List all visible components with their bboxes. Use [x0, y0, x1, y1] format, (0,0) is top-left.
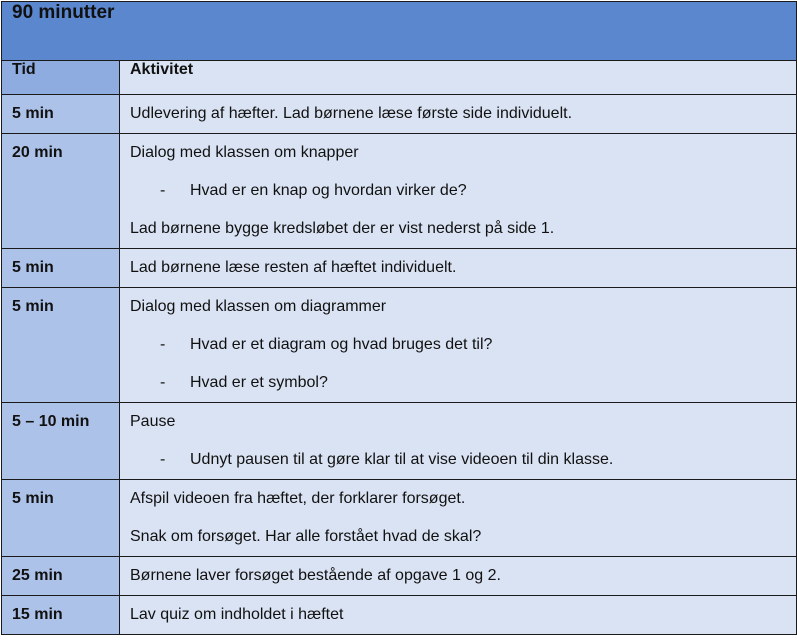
activity-text: Afspil videoen fra hæftet, der forklarer forsøget.: [130, 490, 466, 507]
row-duration: 5 min: [12, 105, 54, 122]
activity-line: [130, 249, 786, 287]
activity-bullet-line: [130, 441, 786, 479]
table-row: [2, 480, 797, 557]
table-row: [2, 557, 797, 596]
activity-text: Udnyt pausen til at gøre klar til at vise videoen til din klasse.: [190, 451, 614, 468]
row-activity: [120, 288, 797, 403]
activity-text: Dialog med klassen om diagrammer: [130, 298, 387, 315]
row-duration: 5 min: [12, 259, 54, 276]
activity-bullet-line: [130, 364, 786, 402]
activity-text: Lad børnene læse resten af hæftet individuelt.: [130, 259, 457, 276]
activity-text: Hvad er en knap og hvordan virker de?: [190, 182, 467, 199]
bullet-dash: -: [160, 182, 166, 199]
row-activity: [120, 134, 797, 249]
bullet-dash: -: [160, 451, 166, 468]
row-duration: 5 – 10 min: [12, 413, 90, 430]
bullet-dash: -: [160, 336, 166, 353]
activity-text: Udlevering af hæfter. Lad børnene læse første side individuelt.: [130, 105, 573, 122]
activity-text: Dialog med klassen om knapper: [130, 144, 359, 161]
activity-bullet-line: [130, 326, 786, 364]
row-activity: [120, 596, 797, 635]
row-duration: 5 min: [12, 490, 54, 507]
row-activity: [120, 403, 797, 480]
activity-text: Børnene laver forsøget bestående af opgave 1 og 2.: [130, 567, 501, 584]
activity-line: [130, 480, 786, 518]
activity-line: [130, 210, 786, 248]
row-activity: [120, 249, 797, 288]
activity-text: Snak om forsøget. Har alle forstået hvad de skal?: [130, 528, 482, 545]
activity-line: [130, 134, 786, 172]
lesson-plan-table: [1, 1, 797, 635]
row-duration: 15 min: [12, 606, 63, 623]
activity-line: [130, 557, 786, 595]
bullet-dash: -: [160, 374, 166, 391]
activity-text: Lav quiz om indholdet i hæftet: [130, 606, 344, 623]
row-activity: [120, 557, 797, 596]
table-row: [2, 134, 797, 249]
activity-bullet-line: [130, 172, 786, 210]
table-row: [2, 249, 797, 288]
activity-text: Hvad er et diagram og hvad bruges det til?: [190, 336, 493, 353]
table-row: [2, 596, 797, 635]
activity-line: [130, 596, 786, 634]
table-title: 90 minutter: [2, 2, 797, 61]
activity-line: [130, 288, 786, 326]
row-duration: 5 min: [12, 298, 54, 315]
activity-text: Lad børnene bygge kredsløbet der er vist nederst på side 1.: [130, 220, 555, 237]
row-activity: [120, 480, 797, 557]
header-time: Tid: [2, 61, 120, 95]
row-activity: [120, 95, 797, 134]
activity-text: Hvad er et symbol?: [190, 374, 328, 391]
table-row: [2, 403, 797, 480]
activity-line: [130, 518, 786, 556]
row-duration: 20 min: [12, 144, 63, 161]
activity-line: [130, 95, 786, 133]
header-activity: Aktivitet: [120, 61, 797, 95]
title-row: [2, 2, 797, 61]
activity-line: [130, 403, 786, 441]
header-row: [2, 61, 797, 95]
row-duration: 25 min: [12, 567, 63, 584]
activity-text: Pause: [130, 413, 176, 430]
table-row: [2, 95, 797, 134]
table-row: [2, 288, 797, 403]
